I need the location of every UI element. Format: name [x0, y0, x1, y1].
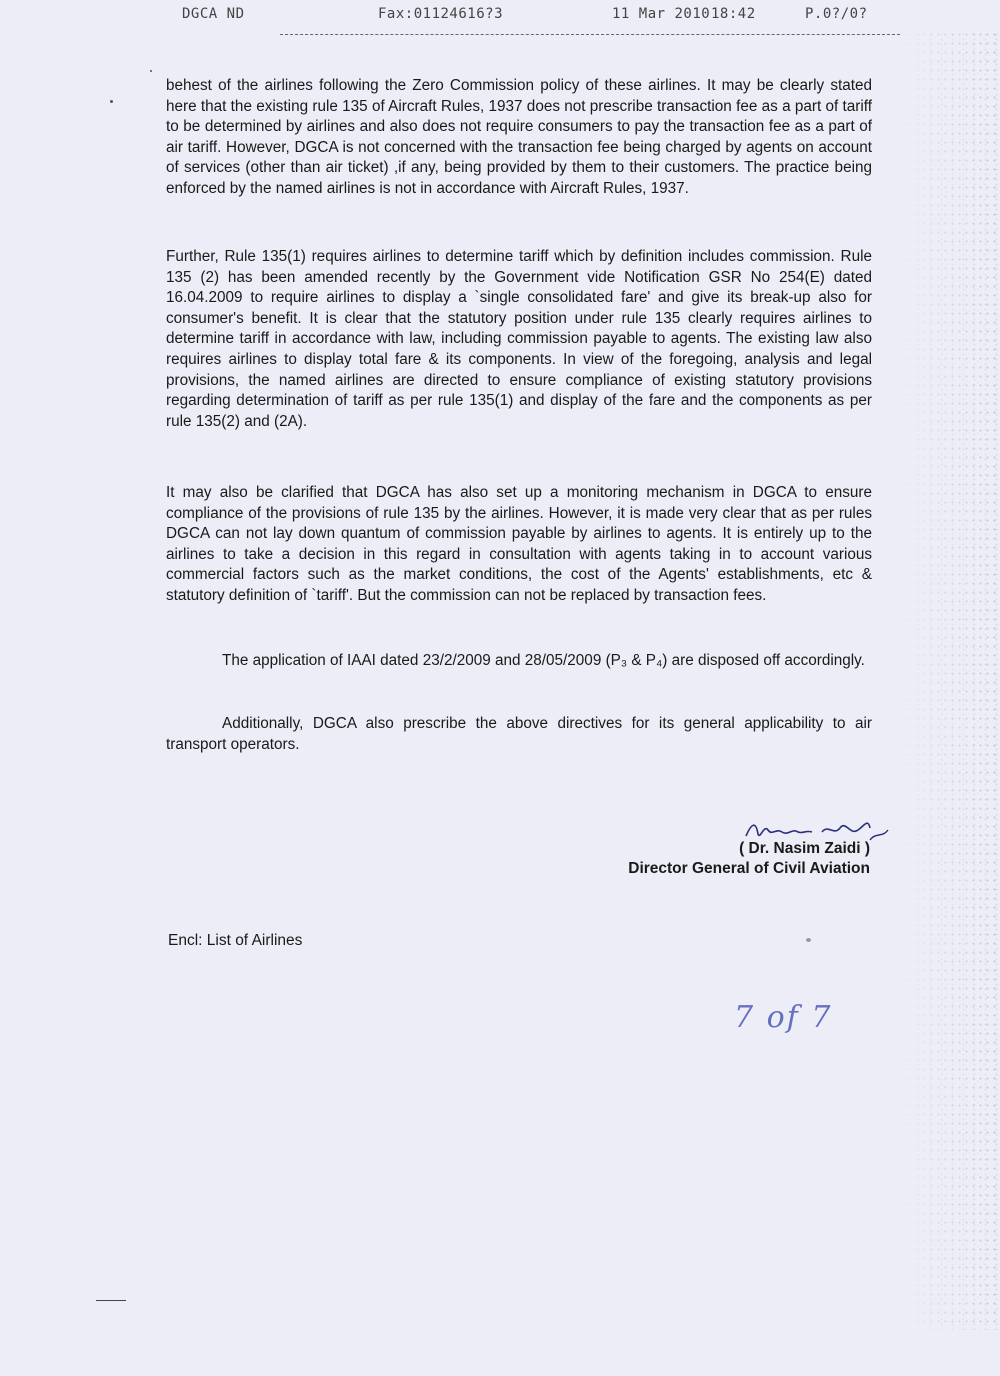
- handwritten-page-count: 7 of 7: [734, 1000, 833, 1035]
- paragraph-general-applicability: Additionally, DGCA also prescribe the above directives for its general applicability to air transport operators.: [166, 715, 872, 753]
- enclosure-note: Encl: List of Airlines: [168, 932, 303, 949]
- fax-date: 11 Mar 2010: [612, 6, 711, 22]
- fax-page-number: P.0?/0?: [805, 6, 868, 22]
- signatory-title: Director General of Civil Aviation: [628, 860, 870, 877]
- fax-number: Fax:01124616?3: [378, 6, 504, 22]
- scan-noise-edge: [900, 30, 1000, 1330]
- fax-time: 18:42: [711, 6, 756, 22]
- paragraph-rule-135: Further, Rule 135(1) requires airlines to determine tariff which by definition includes commission. Rule 135 (2) has been amended recently by the Government vide Notification GSR No 254(E) dated 16.04.2009 to require airlines to display a `single consolidated fare' and give its break-up also for consumer's benefit. It is clear that the statutory position under rule 135 clearly requires airlines to determine tariff in accordance with law, including commission payable to agents. The existing law also requires airlines to display total fare & its components. In view of the foregoing, analysis and legal provisions, the named airlines are directed to ensure compliance of existing statutory provisions regarding determination of tariff as per rule 135(1) and display of the fare and the components as per rule 135(2) and (2A).: [166, 248, 872, 430]
- scan-speck: [806, 938, 811, 942]
- fax-header: [0, 6, 1000, 28]
- paragraph-zero-commission: behest of the airlines following the Zero Commission policy of these airlines. It may be clearly stated here that the existing rule 135 of Aircraft Rules, 1937 does not prescribe transaction fee as a part of tariff to be determined by airlines and also does not require consumers to pay the transaction fee as a part of air tariff. However, DGCA is not concerned with the transaction fee being charged by agents on account of services (other than air ticket) ,if any, being provided by them to their customers. The practice being enforced by the named airlines is not in accordance with Aircraft Rules, 1937.: [166, 77, 872, 197]
- paragraph-application-disposal: The application of IAAI dated 23/2/2009 and 28/05/2009 (P₃ & P₄) are disposed off accordingly.: [222, 652, 865, 669]
- fax-sender: DGCA ND: [182, 6, 245, 22]
- margin-mark: [96, 1300, 126, 1301]
- scan-speck: [110, 100, 113, 103]
- paragraph-monitoring: It may also be clarified that DGCA has also set up a monitoring mechanism in DGCA to ensure compliance of the provisions of rule 135 by the airlines. However, it is made very clear that as per rules DGCA can not lay down quantum of commission payable by airlines to agents. It is entirely up to the airlines to take a decision in this regard in consultation with agents taking in to account various commercial factors such as the market conditions, the cost of the Agents' establishments, etc & statutory definition of `tariff'. But the commission can not be replaced by transaction fees.: [166, 484, 872, 604]
- scan-speck: [150, 70, 152, 72]
- fax-header-rule: [280, 34, 900, 35]
- signatory-name: ( Dr. Nasim Zaidi ): [739, 840, 870, 857]
